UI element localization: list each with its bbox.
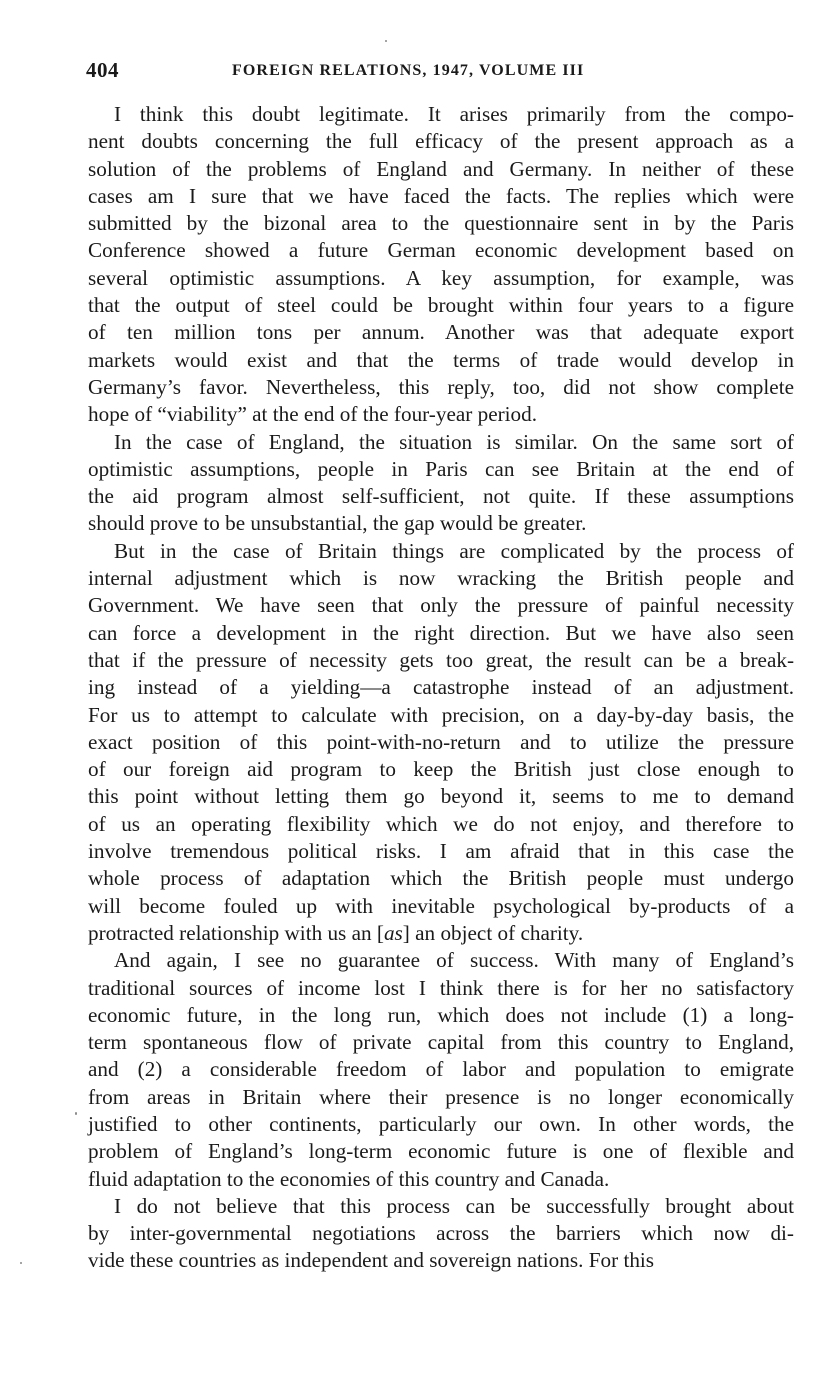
text-line: of us an operating flexibility which we do not enjoy, and therefore to: [88, 811, 794, 836]
text-line: traditional sources of income lost I think there is for her no satisfactory: [88, 975, 794, 1000]
text-line: by inter-governmental negotiations across the barriers which now di-: [88, 1221, 794, 1246]
running-head: FOREIGN RELATIONS, 1947, VOLUME III: [232, 62, 585, 79]
text-line: And again, I see no guarantee of success. With many of England’s: [114, 948, 794, 973]
paragraph: [88, 101, 794, 429]
text-line: can force a development in the right direction. But we have also seen: [88, 620, 794, 645]
text-line: optimistic assumptions, people in Paris can see Britain at the end of: [88, 456, 794, 481]
text-line: involve tremendous political risks. I am afraid that in this case the: [88, 839, 794, 864]
text-line: markets would exist and that the terms of trade would develop in: [88, 347, 794, 372]
paragraph: [88, 947, 794, 1193]
paragraph: [88, 538, 794, 947]
text-line: term spontaneous flow of private capital from this country to England,: [88, 1030, 794, 1055]
text-line: protracted relationship with us an [as] an object of charity.: [88, 920, 584, 945]
scan-speck: [385, 40, 387, 42]
paragraph: [88, 429, 794, 538]
paragraph: [88, 1193, 794, 1275]
text-line: problem of England’s long-term economic future is one of flexible and: [88, 1139, 794, 1164]
text-line: this point without letting them go beyond it, seems to me to demand: [88, 784, 794, 809]
text-line: vide these countries as independent and sovereign nations. For this: [88, 1248, 655, 1273]
text-line: of ten million tons per annum. Another was that adequate export: [88, 320, 794, 345]
text-line: But in the case of Britain things are complicated by the process of: [114, 538, 794, 563]
text-line: whole process of adaptation which the British people must undergo: [88, 866, 794, 891]
text-line: I do not believe that this process can be successfully brought about: [114, 1193, 794, 1218]
text-line: Conference showed a future German economic development based on: [88, 238, 794, 263]
text-line: hope of “viability” at the end of the four-year period.: [88, 402, 538, 427]
body-text: [88, 101, 794, 1275]
text-line: I think this doubt legitimate. It arises primarily from the compo-: [114, 102, 794, 126]
text-line: internal adjustment which is now wracking the British people and: [88, 566, 794, 591]
text-line: Government. We have seen that only the pressure of painful necessity: [88, 593, 794, 618]
scan-speck: [75, 1112, 77, 1115]
text-line: and (2) a considerable freedom of labor and population to emigrate: [88, 1057, 794, 1082]
text-line: several optimistic assumptions. A key assumption, for example, was: [88, 265, 794, 290]
text-line: that if the pressure of necessity gets too great, the result can be a break-: [88, 647, 794, 672]
text-line: For us to attempt to calculate with precision, on a day-by-day basis, the: [88, 702, 794, 727]
text-line: fluid adaptation to the economies of this country and Canada.: [88, 1166, 610, 1191]
scan-speck: [20, 1262, 22, 1264]
text-line: cases am I sure that we have faced the facts. The replies which were: [88, 183, 794, 208]
text-line: the aid program almost self-sufficient, not quite. If these assumptions: [88, 484, 794, 509]
page-header: [86, 58, 796, 86]
text-line: submitted by the bizonal area to the questionnaire sent in by the Paris: [88, 211, 794, 236]
text-line: nent doubts concerning the full efficacy of the present approach as a: [88, 129, 794, 154]
text-line: exact position of this point-with-no-return and to utilize the pressure: [88, 729, 794, 754]
text-line: economic future, in the long run, which does not include (1) a long-: [88, 1002, 794, 1027]
text-line: from areas in Britain where their presence is no longer economically: [88, 1084, 794, 1109]
text-line: will become fouled up with inevitable psychological by-products of a: [88, 893, 794, 918]
text-line: should prove to be unsubstantial, the gap would be greater.: [88, 511, 587, 536]
text-line: ing instead of a yielding—a catastrophe instead of an adjustment.: [88, 675, 794, 700]
text-line: Germany’s favor. Nevertheless, this reply, too, did not show complete: [88, 374, 794, 399]
page-number: 404: [86, 58, 119, 82]
text-line: of our foreign aid program to keep the British just close enough to: [88, 757, 794, 782]
text-line: solution of the problems of England and Germany. In neither of these: [88, 156, 794, 181]
text-line: In the case of England, the situation is similar. On the same sort of: [114, 429, 794, 454]
text-line: justified to other continents, particularly our own. In other words, the: [88, 1111, 794, 1136]
text-line: that the output of steel could be brought within four years to a figure: [88, 293, 794, 318]
